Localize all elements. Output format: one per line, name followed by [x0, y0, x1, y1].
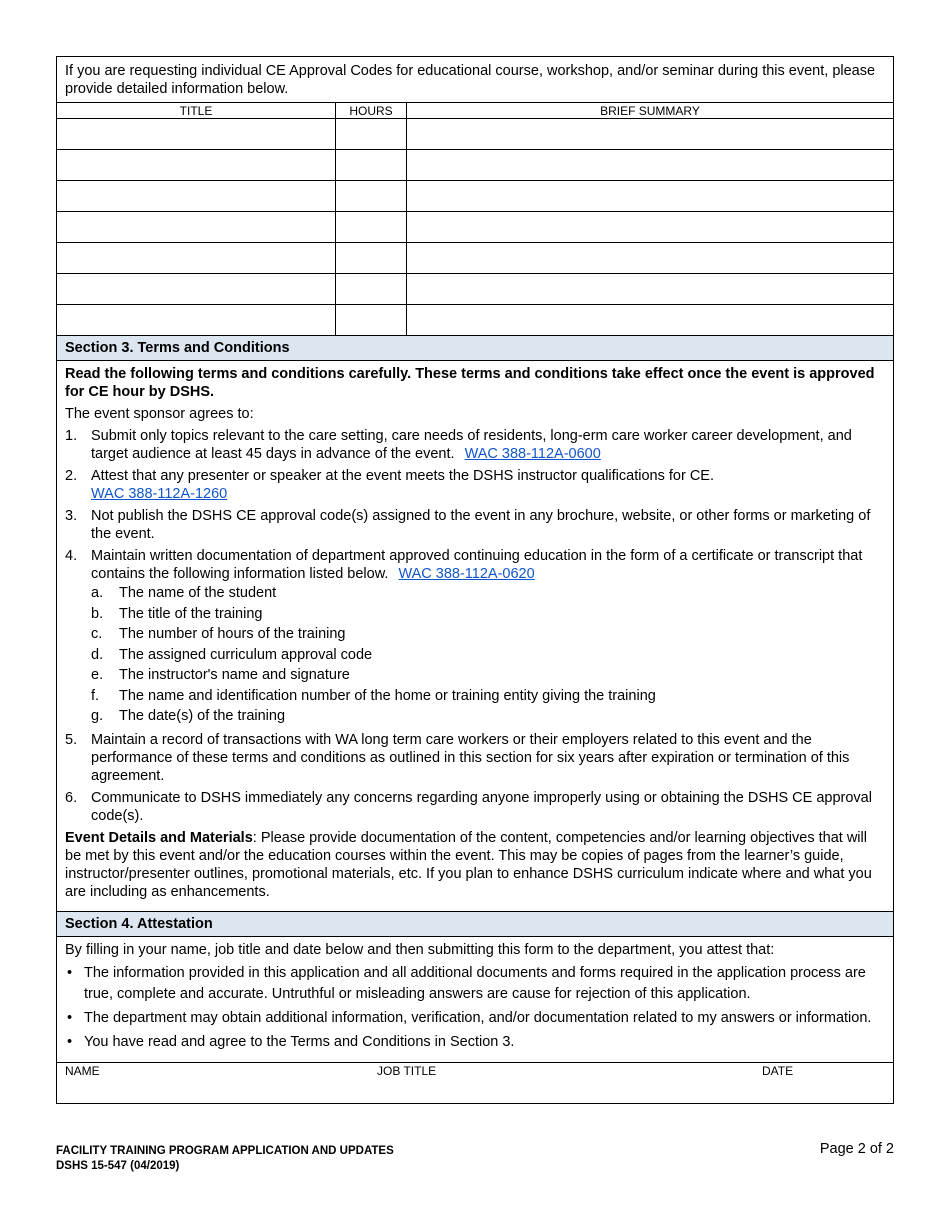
attestation-text: The department may obtain additional information, verification, and/or documentation related to my answers or information. — [84, 1009, 872, 1026]
term-item — [65, 467, 885, 503]
term-text: Not publish the DSHS CE approval code(s) assigned to the event in any brochure, website, or other forms or marketing of the event. — [91, 508, 871, 542]
wac-link[interactable]: WAC 388-112A-1260 — [91, 486, 228, 502]
section3-lead: Read the following terms and conditions carefully. These terms and conditions take effect once the event is approved for CE hour by DSHS. — [65, 366, 875, 400]
table-row — [57, 243, 893, 274]
attestation-item — [65, 1032, 885, 1053]
table-row — [57, 212, 893, 243]
hours-cell[interactable] — [336, 119, 407, 150]
table-row — [57, 181, 893, 212]
title-column-header: TITLE — [57, 103, 336, 119]
sub-item — [91, 665, 885, 686]
table-row — [57, 119, 893, 150]
summary-cell[interactable] — [407, 181, 894, 212]
term-text: Communicate to DSHS immediately any concerns regarding anyone improperly using or obtaining the DSHS CE approval code(s). — [91, 789, 872, 824]
title-cell[interactable] — [57, 274, 336, 305]
title-cell[interactable] — [57, 150, 336, 181]
section3-header: Section 3. Terms and Conditions — [57, 335, 893, 361]
sub-text: The instructor's name and signature — [119, 667, 350, 683]
section3-body — [57, 361, 893, 911]
attestation-text: The information provided in this application and all additional documents and forms required in the application process are true, complete and accurate. Untruthful or misleading answers are cause for rejection of this application. — [84, 964, 866, 1002]
hours-cell[interactable] — [336, 243, 407, 274]
event-details-paragraph — [65, 829, 885, 901]
hours-cell[interactable] — [336, 150, 407, 181]
term-number: 3. — [65, 508, 78, 524]
term-text: Submit only topics relevant to the care setting, care needs of residents, long-erm care worker career development, and target audience at least 45 days in advance of the event. — [91, 428, 852, 462]
event-details-text: : Please provide documentation of the content, competencies and/or learning objectives that will be met by this event and/or the education courses within the event. This may be copies of pages from the learner’s guide, instructor/presenter outlines, promotional materials, etc. If you plan to enhance DSHS curriculum indicate where and what you are including as enhancements. — [65, 829, 872, 900]
sub-letter: b. — [91, 605, 104, 622]
sub-item — [91, 604, 885, 625]
sub-item — [91, 583, 885, 604]
table-header-row — [57, 103, 893, 119]
term-number: 1. — [65, 428, 78, 444]
wac-link[interactable]: WAC 388-112A-0620 — [398, 566, 535, 582]
term-item — [65, 507, 885, 543]
title-cell[interactable] — [57, 119, 336, 150]
sub-text: The title of the training — [119, 605, 263, 622]
form-page — [56, 56, 894, 1104]
wac-link[interactable]: WAC 388-112A-0600 — [464, 446, 601, 462]
term-text: Maintain a record of transactions with WA long term care workers or their employers related to this event and the performance of these terms and conditions as outlined in this section for six years after expiration or termination of this agreement. — [91, 731, 850, 784]
date-label: DATE — [762, 1063, 794, 1078]
bullet-icon: • — [67, 1033, 73, 1050]
sub-text: The number of hours of the training — [119, 626, 346, 642]
footer-title: FACILITY TRAINING PROGRAM APPLICATION AND UPDATES — [56, 1145, 394, 1157]
job-title-field[interactable] — [369, 1063, 754, 1103]
term-text: Maintain written documentation of department approved continuing education in the form of a certificate or transcript that contains the following information listed below. — [91, 548, 863, 582]
section4-body — [57, 937, 893, 1062]
terms-list — [65, 427, 885, 825]
table-row — [57, 305, 893, 336]
sub-letter: d. — [91, 646, 104, 663]
hours-cell[interactable] — [336, 274, 407, 305]
sponsor-agrees-text: The event sponsor agrees to: — [65, 406, 254, 422]
date-field[interactable] — [754, 1063, 893, 1103]
certificate-info-list — [91, 583, 885, 727]
hours-cell[interactable] — [336, 212, 407, 243]
name-field[interactable] — [57, 1063, 369, 1103]
summary-column-header: BRIEF SUMMARY — [407, 103, 894, 119]
footer-code: DSHS 15-547 (04/2019) — [56, 1160, 180, 1172]
summary-cell[interactable] — [407, 212, 894, 243]
title-cell[interactable] — [57, 305, 336, 336]
summary-cell[interactable] — [407, 274, 894, 305]
job-title-label: JOB TITLE — [377, 1063, 437, 1078]
sub-letter: a. — [91, 585, 104, 601]
title-cell[interactable] — [57, 243, 336, 274]
table-row — [57, 274, 893, 305]
sub-letter: f. — [91, 687, 100, 704]
term-item — [65, 427, 885, 463]
term-text: Attest that any presenter or speaker at the event meets the DSHS instructor qualifications for CE. — [91, 468, 714, 484]
sub-text: The assigned curriculum approval code — [119, 646, 373, 663]
page-number: Page 2 of 2 — [819, 1141, 894, 1157]
attestation-lead: By filling in your name, job title and date below and then submitting this form to the department, you attest that: — [65, 941, 775, 958]
sub-letter: e. — [91, 667, 104, 683]
summary-cell[interactable] — [407, 119, 894, 150]
hours-cell[interactable] — [336, 181, 407, 212]
term-item — [65, 731, 885, 785]
bullet-icon: • — [67, 964, 73, 981]
term-item — [65, 547, 885, 727]
term-item — [65, 789, 885, 825]
hours-column-header: HOURS — [336, 103, 407, 119]
ce-codes-table — [57, 102, 893, 335]
bullet-icon: • — [67, 1009, 73, 1026]
name-label: NAME — [65, 1063, 100, 1078]
footer-form-info — [56, 1144, 394, 1174]
term-number: 6. — [65, 789, 78, 806]
summary-cell[interactable] — [407, 243, 894, 274]
attestation-text: You have read and agree to the Terms and Conditions in Section 3. — [84, 1033, 515, 1050]
sub-text: The name of the student — [119, 585, 277, 601]
sub-item — [91, 645, 885, 666]
sub-letter: g. — [91, 708, 104, 724]
term-number: 5. — [65, 731, 78, 748]
sub-letter: c. — [91, 626, 103, 642]
hours-cell[interactable] — [336, 305, 407, 336]
table-row — [57, 150, 893, 181]
ce-intro-text: If you are requesting individual CE Approval Codes for educational course, workshop, and/or seminar during this event, please provide detailed information below. — [65, 63, 876, 97]
attestation-item — [65, 1008, 885, 1029]
sub-item — [91, 686, 885, 707]
sub-item — [91, 624, 885, 645]
section4-header: Section 4. Attestation — [57, 911, 893, 937]
title-cell[interactable] — [57, 212, 336, 243]
sub-text: The name and identification number of the home or training entity giving the training — [119, 687, 656, 704]
attestation-item — [65, 963, 885, 1005]
summary-cell[interactable] — [407, 150, 894, 181]
sub-item — [91, 706, 885, 727]
term-number: 2. — [65, 468, 78, 484]
sub-text: The date(s) of the training — [119, 708, 286, 724]
attestation-list — [65, 963, 885, 1053]
signature-row — [57, 1062, 893, 1103]
term-number: 4. — [65, 548, 78, 564]
title-cell[interactable] — [57, 181, 336, 212]
event-details-label: Event Details and Materials — [65, 829, 253, 846]
summary-cell[interactable] — [407, 305, 894, 336]
